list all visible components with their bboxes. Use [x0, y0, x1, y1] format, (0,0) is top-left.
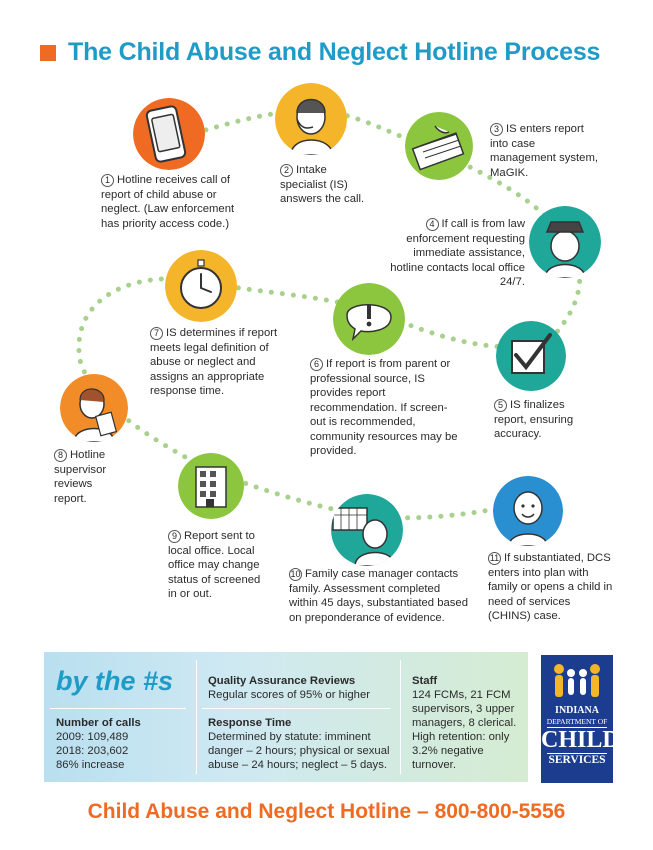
qa-label: Quality Assurance Reviews: [208, 675, 356, 687]
step-2-circle: [275, 83, 347, 155]
step-2-text: [280, 163, 375, 207]
step-8-circle: [60, 374, 128, 442]
page-title: The Child Abuse and Neglect Hotline Process: [68, 38, 601, 66]
step-11-number: 11: [489, 553, 500, 563]
step-9-text: [168, 529, 268, 602]
step-10-text: [289, 567, 469, 625]
step-5-description: IS finalizes report, ensuring accuracy.: [494, 399, 574, 440]
staff-text: 124 FCMs, 21 FCM supervisors, 3 upper managers, 8 clerical. High retention: only 3.2% negative turnover.: [412, 689, 517, 771]
step-7-text: [150, 326, 285, 399]
stats-heading: by the #s: [56, 666, 174, 696]
hotline-banner: Child Abuse and Neglect Hotline – 800-800-5556: [87, 800, 566, 823]
step-10-description: Family case manager contacts family. Assessment completed within 45 days, substantiated based on preponderance of evidence.: [289, 568, 468, 624]
step-6-number: 6: [310, 358, 323, 371]
calls-line-2018: 2018: 203,602: [56, 745, 129, 757]
step-4-description: If call is from law enforcement requesting immediate assistance, hotline contacts local office 24/7.: [390, 218, 525, 288]
step-7-number: 7: [150, 327, 163, 340]
logo-line-department: DEPARTMENT OF: [546, 717, 608, 726]
logo-line-child: CHILD: [541, 727, 620, 753]
response-time-label: Response Time: [208, 717, 292, 729]
step-6-text: [310, 357, 460, 459]
step-4-number: 4: [426, 218, 439, 231]
checkmark-icon: [496, 321, 566, 391]
exclamation-speech-bubble-icon: [333, 283, 405, 355]
stats-divider: [196, 660, 197, 774]
stats-calls-column: [44, 652, 192, 782]
step-7-description: IS determines if report meets legal definition of abuse or neglect and assigns an appropriate response time.: [150, 327, 278, 397]
step-5-number: 5: [494, 399, 507, 412]
step-1-circle: [133, 98, 205, 170]
step-4-circle: [529, 206, 601, 278]
step-11-text: [488, 551, 613, 624]
step-11-circle: [493, 476, 563, 546]
step-10-circle: [331, 494, 403, 566]
step-1-description: Hotline receives call of report of child abuse or neglect. (Law enforcement has priority access code.): [101, 174, 235, 230]
stats-rule: [50, 708, 186, 709]
police-officer-icon: [529, 206, 601, 278]
family-figures-icon: [541, 657, 613, 705]
step-3-number: 3: [490, 123, 503, 136]
response-time-text: Determined by statute: imminent danger – 2 hours; physical or sexual abuse – 24 hours; neglect – 5 days.: [208, 731, 390, 771]
step-5-circle: [496, 321, 566, 391]
step-9-number: 9: [168, 530, 181, 543]
step-9-description: Report sent to local office. Local office may change status of screened in or out.: [168, 530, 261, 600]
step-7-circle: [165, 250, 237, 322]
step-6-circle: [333, 283, 405, 355]
qa-text: Regular scores of 95% or higher: [208, 689, 371, 701]
step-8-text: [54, 448, 124, 506]
stats-panel: [44, 652, 528, 782]
stats-rule: [202, 708, 390, 709]
step-1-text: [101, 173, 251, 231]
logo-line-indiana: INDIANA: [555, 705, 599, 716]
supervisor-reading-icon: [60, 374, 128, 442]
stats-staff-column: [412, 652, 524, 782]
step-5-text: [494, 398, 584, 442]
staff-label: Staff: [412, 675, 438, 687]
step-10-number: 10: [290, 569, 301, 579]
stats-middle-column: [208, 652, 394, 782]
step-8-number: 8: [54, 449, 67, 462]
step-3-circle: [405, 112, 473, 180]
calls-line-increase: 86% increase: [56, 759, 125, 771]
logo-line-services: SERVICES: [548, 754, 606, 766]
step-8-description: Hotline supervisor reviews report.: [54, 449, 107, 505]
step-2-description: Intake specialist (IS) answers the call.: [280, 164, 365, 205]
office-building-icon: [178, 453, 244, 519]
dcs-logo: [541, 655, 620, 783]
step-6-description: If report is from parent or professional source, IS provides report recommendation. If screen-out is recommended, community resources may be provided.: [310, 358, 458, 457]
calls-label: Number of calls: [56, 717, 141, 729]
step-9-circle: [178, 453, 244, 519]
step-3-text: [490, 122, 600, 180]
headset-operator-icon: [275, 83, 347, 155]
keyboard-typing-icon: [405, 112, 473, 180]
stopwatch-icon: [165, 250, 237, 322]
case-manager-calendar-icon: [331, 494, 403, 566]
step-1-number: 1: [101, 174, 114, 187]
step-4-text: [390, 217, 525, 290]
step-2-number: 2: [280, 164, 293, 177]
child-boy-icon: [493, 476, 563, 546]
calls-line-2009: 2009: 109,489: [56, 731, 129, 743]
cell-phone-icon: [133, 98, 205, 170]
stats-divider: [400, 660, 401, 774]
step-3-description: IS enters report into case management system, MaGIK.: [490, 123, 598, 179]
step-11-description: If substantiated, DCS enters into plan with family or opens a child in need of services (CHINS) case.: [488, 552, 613, 622]
